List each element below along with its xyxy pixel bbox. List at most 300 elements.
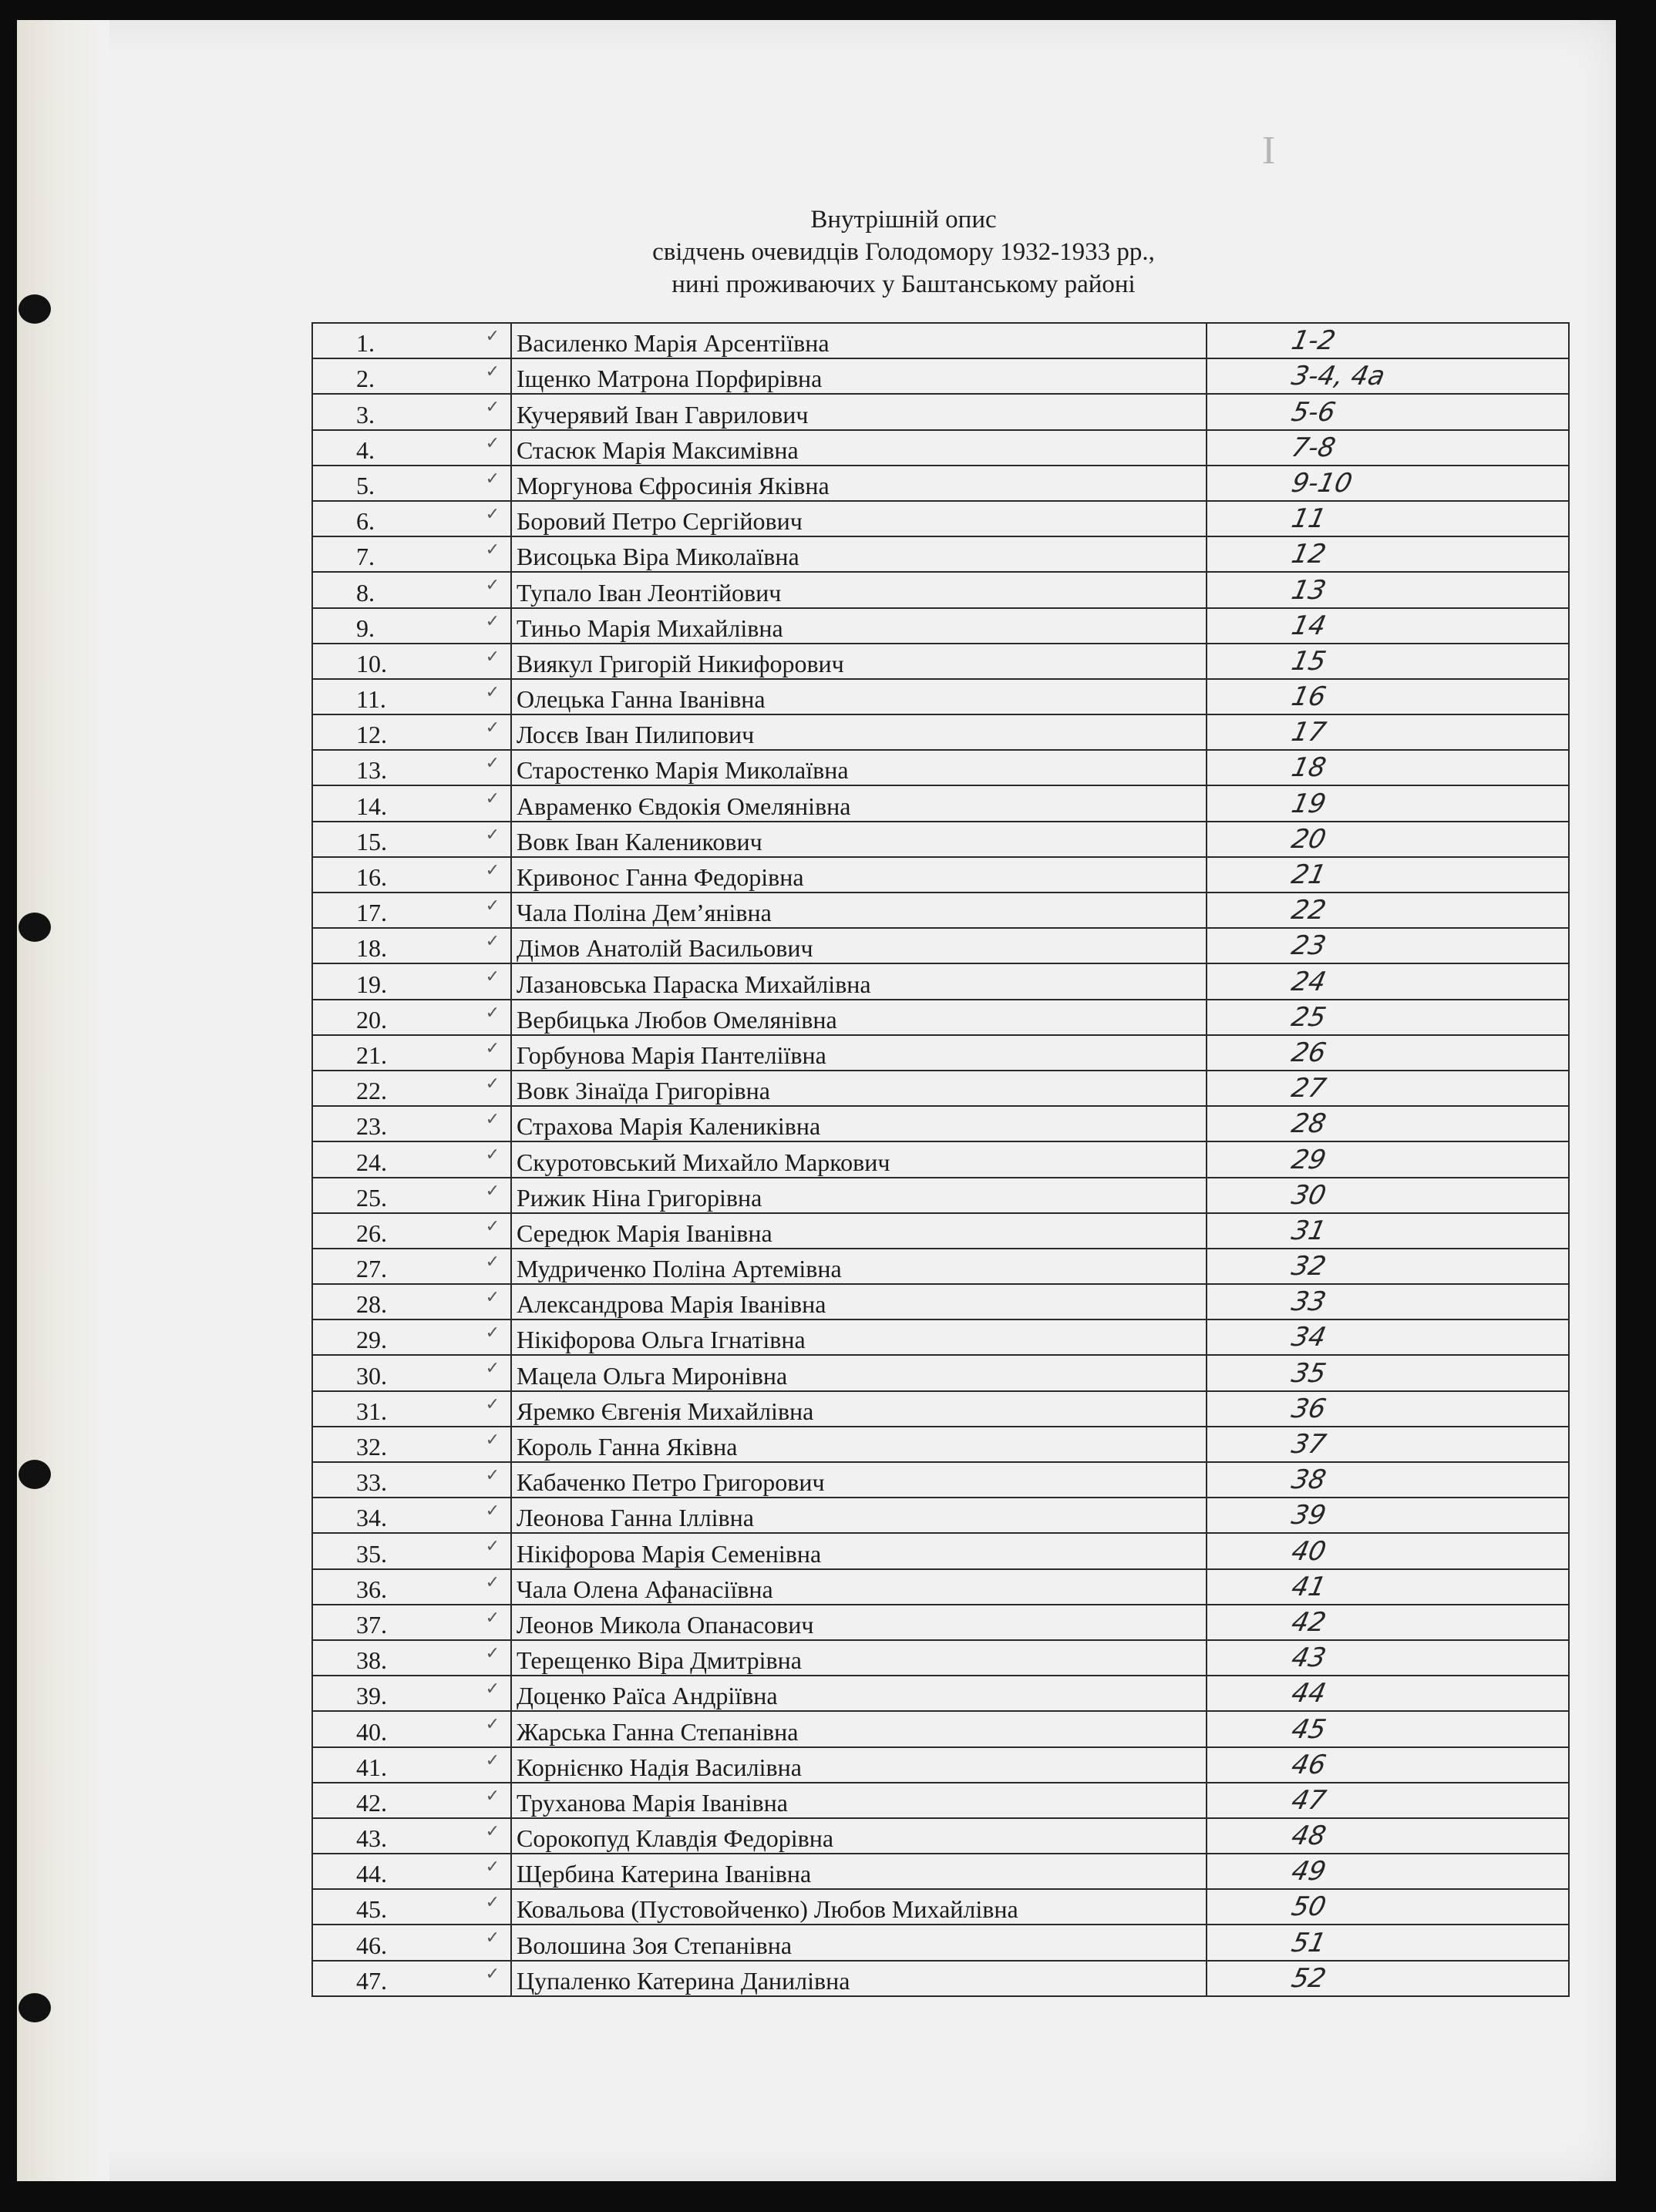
row-number [312,1462,511,1498]
handwritten-page-numbers: 14 [1288,610,1329,641]
row-number-text: 18. [356,934,387,963]
check-mark-icon: ✓ [485,1715,500,1735]
row-number-text: 35. [356,1539,387,1568]
table-row [312,785,1569,821]
page-numbers-cell [1207,572,1569,607]
table-row [312,1213,1569,1249]
check-mark-icon: ✓ [485,718,500,738]
handwritten-page-numbers: 34 [1288,1322,1329,1353]
row-number-text: 34. [356,1504,387,1532]
witness-name: Леонов Микола Опанасович [511,1605,1207,1640]
table-row [312,358,1569,394]
table-row [312,644,1569,679]
row-number-text: 29. [356,1326,387,1354]
row-number-text: 20. [356,1005,387,1034]
table-row [312,323,1569,358]
table-row [312,1961,1569,1996]
page-numbers-cell [1207,1035,1569,1071]
witness-name: Горбунова Марія Пантеліївна [511,1035,1207,1071]
witness-name: Волошина Зоя Степанівна [511,1925,1207,1960]
handwritten-page-numbers: 3-4, 4а [1288,361,1388,392]
row-number-text: 5. [356,471,375,499]
handwritten-page-numbers: 15 [1288,645,1329,677]
table-row [312,1533,1569,1568]
page-numbers-cell [1207,1000,1569,1035]
check-mark-icon: ✓ [485,1893,500,1913]
check-mark-icon: ✓ [485,1181,500,1201]
witness-name: Рижик Ніна Григорівна [511,1178,1207,1213]
row-number-text: 46. [356,1931,387,1959]
row-number [312,1818,511,1854]
page-numbers-cell [1207,1462,1569,1498]
table-row [312,1747,1569,1783]
handwritten-page-numbers: 28 [1288,1108,1329,1140]
check-mark-icon: ✓ [485,860,500,880]
witness-name: Лосєв Іван Пилипович [511,714,1207,750]
row-number [312,1000,511,1035]
row-number-text: 30. [356,1361,387,1390]
page-numbers-cell [1207,466,1569,501]
row-number [312,1854,511,1889]
page-numbers-cell [1207,1818,1569,1854]
row-number [312,1961,511,1996]
check-mark-icon: ✓ [485,1786,500,1806]
check-mark-icon: ✓ [485,1821,500,1841]
handwritten-page-numbers: 37 [1288,1429,1329,1460]
witness-name: Тиньо Марія Михайлівна [511,608,1207,644]
table-row [312,1605,1569,1640]
row-number-text: 4. [356,435,375,464]
check-mark-icon: ✓ [485,1074,500,1094]
row-number-text: 22. [356,1077,387,1105]
page-numbers-cell [1207,1178,1569,1213]
check-mark-icon: ✓ [485,1359,500,1379]
check-mark-icon: ✓ [485,932,500,952]
page-numbers-cell [1207,1284,1569,1319]
witness-name: Вовк Іван Каленикович [511,822,1207,857]
table-row [312,501,1569,536]
witness-name: Висоцька Віра Миколаївна [511,536,1207,572]
row-number-text: 42. [356,1788,387,1817]
table-row [312,572,1569,607]
row-number-text: 47. [356,1966,387,1995]
header-subtitle: свідчень очевидців Голодомору 1932-1933 рр., [652,238,1155,266]
handwritten-page-numbers: 22 [1288,895,1329,926]
row-number-text: 14. [356,792,387,820]
handwritten-page-numbers: 33 [1288,1286,1329,1318]
page-numbers-cell [1207,1319,1569,1355]
check-mark-icon: ✓ [485,789,500,809]
table-row [312,1783,1569,1818]
punch-hole [19,294,51,324]
check-mark-icon: ✓ [485,433,500,453]
row-number-text: 13. [356,756,387,785]
handwritten-page-numbers: 50 [1288,1891,1329,1923]
page-numbers-cell [1207,536,1569,572]
handwritten-page-numbers: 24 [1288,966,1329,997]
table-row [312,714,1569,750]
table-row [312,608,1569,644]
check-mark-icon: ✓ [485,1501,500,1521]
witness-name: Кривонос Ганна Федорівна [511,857,1207,893]
check-mark-icon: ✓ [485,1679,500,1699]
row-number-text: 17. [356,899,387,927]
handwritten-page-numbers: 16 [1288,681,1329,713]
check-mark-icon: ✓ [485,1572,500,1592]
witness-name: Середюк Марія Іванівна [511,1213,1207,1249]
witness-name: Василенко Марія Арсентіївна [511,323,1207,358]
page-numbers-cell [1207,394,1569,429]
row-number [312,1427,511,1462]
witness-name: Вовк Зінаїда Григорівна [511,1071,1207,1106]
check-mark-icon: ✓ [485,1323,500,1343]
handwritten-page-numbers: 48 [1288,1820,1329,1852]
handwritten-page-numbers: 51 [1288,1927,1329,1958]
row-number [312,1747,511,1783]
table-row [312,1319,1569,1355]
row-number-text: 12. [356,721,387,749]
check-mark-icon: ✓ [485,1857,500,1878]
punch-hole [19,1993,51,2022]
check-mark-icon: ✓ [485,754,500,774]
witness-name: Виякул Григорій Никифорович [511,644,1207,679]
handwritten-page-numbers: 29 [1288,1144,1329,1175]
table-row [312,1355,1569,1390]
row-number-text: 24. [356,1148,387,1176]
row-number [312,572,511,607]
witness-name: Скуротовський Михайло Маркович [511,1141,1207,1177]
row-number-text: 11. [356,685,386,714]
row-number [312,1783,511,1818]
punch-hole [19,1460,51,1489]
witness-name: Мацела Ольга Миронівна [511,1355,1207,1390]
page-numbers-cell [1207,1854,1569,1889]
witness-name: Авраменко Євдокія Омелянівна [511,785,1207,821]
witness-name: Стасюк Марія Максимівна [511,430,1207,466]
witness-name: Іщенко Матрона Порфирівна [511,358,1207,394]
check-mark-icon: ✓ [485,398,500,418]
handwritten-page-numbers: 18 [1288,752,1329,784]
check-mark-icon: ✓ [485,1964,500,1984]
witness-name: Моргунова Єфросинія Яківна [511,466,1207,501]
handwritten-page-numbers: 32 [1288,1251,1329,1282]
handwritten-page-numbers: 40 [1288,1535,1329,1567]
handwritten-page-numbers: 46 [1288,1749,1329,1780]
check-mark-icon: ✓ [485,362,500,382]
row-number-text: 10. [356,649,387,677]
row-number [312,1391,511,1427]
witness-name: Ковальова (Пустовойченко) Любов Михайлівна [511,1889,1207,1925]
page-numbers-cell [1207,1071,1569,1106]
row-number [312,644,511,679]
page-mark: I [1262,129,1276,173]
row-number [312,1284,511,1319]
witness-name: Лазановська Параска Михайлівна [511,963,1207,999]
handwritten-page-numbers: 43 [1288,1642,1329,1674]
page-numbers-cell [1207,1106,1569,1141]
witness-name: Боровий Петро Сергійович [511,501,1207,536]
row-number-text: 43. [356,1824,387,1853]
handwritten-page-numbers: 27 [1288,1073,1329,1104]
header-title: Внутрішній опис [810,206,997,234]
page-numbers-cell [1207,928,1569,963]
row-number [312,1141,511,1177]
check-mark-icon: ✓ [485,967,500,987]
witness-name: Олецька Ганна Іванівна [511,679,1207,714]
row-number-text: 38. [356,1646,387,1675]
check-mark-icon: ✓ [485,1252,500,1272]
page-numbers-cell [1207,1711,1569,1746]
check-mark-icon: ✓ [485,1003,500,1023]
page-numbers-cell [1207,1783,1569,1818]
handwritten-page-numbers: 5-6 [1288,396,1338,428]
check-mark-icon: ✓ [485,1216,500,1236]
handwritten-page-numbers: 41 [1288,1571,1329,1602]
row-number [312,501,511,536]
page-numbers-cell [1207,1747,1569,1783]
witness-name: Доценко Раїса Андріївна [511,1676,1207,1711]
row-number [312,1640,511,1676]
row-number [312,857,511,893]
row-number [312,785,511,821]
row-number [312,1711,511,1746]
row-number-text: 9. [356,614,375,642]
handwritten-page-numbers: 31 [1288,1215,1329,1246]
check-mark-icon: ✓ [485,540,500,560]
row-number-text: 15. [356,827,387,856]
handwritten-page-numbers: 1-2 [1288,325,1338,357]
row-number-text: 23. [356,1112,387,1141]
page-numbers-cell [1207,608,1569,644]
row-number [312,1355,511,1390]
row-number [312,679,511,714]
witness-name: Нікіфорова Ольга Ігнатівна [511,1319,1207,1355]
row-number [312,323,511,358]
page-numbers-cell [1207,785,1569,821]
page-numbers-cell [1207,323,1569,358]
page-numbers-cell [1207,750,1569,785]
handwritten-page-numbers: 45 [1288,1713,1329,1745]
witness-name: Чала Олена Афанасіївна [511,1569,1207,1605]
table-row [312,1000,1569,1035]
witness-name: Цупаленко Катерина Данилівна [511,1961,1207,1996]
row-number-text: 37. [356,1610,387,1639]
table-row [312,1676,1569,1711]
table-row [312,1640,1569,1676]
page-numbers-cell [1207,1925,1569,1960]
row-number [312,1889,511,1925]
witness-name: Король Ганна Яківна [511,1427,1207,1462]
witness-name: Александрова Марія Іванівна [511,1284,1207,1319]
page-numbers-cell [1207,1569,1569,1605]
row-number-text: 16. [356,863,387,891]
witness-name: Жарська Ганна Степанівна [511,1711,1207,1746]
table-row [312,1071,1569,1106]
table-row [312,430,1569,466]
row-number-text: 25. [356,1183,387,1212]
row-number [312,1035,511,1071]
row-number [312,1178,511,1213]
check-mark-icon: ✓ [485,1145,500,1165]
row-number-text: 2. [356,365,375,393]
row-number [312,750,511,785]
handwritten-page-numbers: 11 [1288,503,1329,535]
handwritten-page-numbers: 36 [1288,1393,1329,1424]
handwritten-page-numbers: 17 [1288,717,1329,748]
row-number [312,1533,511,1568]
row-number [312,608,511,644]
row-number [312,822,511,857]
row-number [312,714,511,750]
witness-name: Страхова Марія Калениківна [511,1106,1207,1141]
row-number [312,1605,511,1640]
table-row [312,1462,1569,1498]
page-numbers-cell [1207,501,1569,536]
check-mark-icon: ✓ [485,682,500,702]
row-number [312,466,511,501]
page-numbers-cell [1207,1676,1569,1711]
row-number [312,1676,511,1711]
handwritten-page-numbers: 19 [1288,788,1329,819]
page-numbers-cell [1207,1213,1569,1249]
table-row [312,466,1569,501]
row-number-text: 8. [356,578,375,607]
check-mark-icon: ✓ [485,647,500,667]
header-subtitle-2: нині проживаючих у Баштанському районі [671,271,1136,298]
handwritten-page-numbers: 35 [1288,1357,1329,1389]
row-number [312,1071,511,1106]
table-row [312,394,1569,429]
page-numbers-cell [1207,1498,1569,1533]
page-numbers-cell [1207,1640,1569,1676]
witness-name: Чала Поліна Дем’янівна [511,893,1207,928]
page-numbers-cell [1207,1533,1569,1568]
table-row [312,1391,1569,1427]
page-numbers-cell [1207,893,1569,928]
check-mark-icon: ✓ [485,1038,500,1058]
row-number-text: 31. [356,1397,387,1425]
handwritten-page-numbers: 39 [1288,1500,1329,1531]
row-number [312,1569,511,1605]
inventory-table [311,322,1570,1997]
table-row [312,536,1569,572]
table-row [312,1249,1569,1284]
check-mark-icon: ✓ [485,504,500,524]
row-number-text: 41. [356,1753,387,1781]
check-mark-icon: ✓ [485,611,500,631]
page-numbers-cell [1207,358,1569,394]
page-numbers-cell [1207,963,1569,999]
handwritten-page-numbers: 52 [1288,1962,1329,1994]
check-mark-icon: ✓ [485,1110,500,1130]
table-row [312,1854,1569,1889]
row-number-text: 7. [356,543,375,571]
check-mark-icon: ✓ [485,825,500,845]
page-numbers-cell [1207,430,1569,466]
row-number [312,358,511,394]
handwritten-page-numbers: 9-10 [1288,467,1355,499]
table-row [312,1569,1569,1605]
check-mark-icon: ✓ [485,1288,500,1308]
row-number-text: 45. [356,1895,387,1924]
row-number-text: 1. [356,329,375,358]
handwritten-page-numbers: 21 [1288,859,1329,890]
row-number-text: 32. [356,1433,387,1461]
table-row [312,822,1569,857]
page-numbers-cell [1207,679,1569,714]
witness-name: Леонова Ганна Іллівна [511,1498,1207,1533]
witness-name: Труханова Марія Іванівна [511,1783,1207,1818]
page-numbers-cell [1207,1889,1569,1925]
witness-name: Щербина Катерина Іванівна [511,1854,1207,1889]
table-row [312,1889,1569,1925]
check-mark-icon: ✓ [485,576,500,596]
check-mark-icon: ✓ [485,1643,500,1663]
handwritten-page-numbers: 47 [1288,1784,1329,1816]
document-page [17,20,1616,2181]
witness-name: Нікіфорова Марія Семенівна [511,1533,1207,1568]
handwritten-page-numbers: 7-8 [1288,432,1338,463]
handwritten-page-numbers: 44 [1288,1678,1329,1709]
punch-hole [19,913,51,942]
row-number-text: 6. [356,507,375,536]
page-numbers-cell [1207,1961,1569,1996]
row-number [312,1925,511,1960]
handwritten-page-numbers: 23 [1288,930,1329,962]
handwritten-page-numbers: 12 [1288,539,1329,570]
witness-name: Дімов Анатолій Васильович [511,928,1207,963]
table-row [312,857,1569,893]
row-number-text: 19. [356,970,387,998]
witness-name: Мудриченко Поліна Артемівна [511,1249,1207,1284]
handwritten-page-numbers: 30 [1288,1179,1329,1211]
page-numbers-cell [1207,1249,1569,1284]
page-numbers-cell [1207,1427,1569,1462]
table-row [312,1035,1569,1071]
table-row [312,1106,1569,1141]
witness-name: Тупало Іван Леонтійович [511,572,1207,607]
witness-name: Сорокопуд Клавдія Федорівна [511,1818,1207,1854]
row-number-text: 3. [356,400,375,429]
page-numbers-cell [1207,714,1569,750]
row-number [312,1106,511,1141]
handwritten-page-numbers: 38 [1288,1464,1329,1496]
row-number-text: 44. [356,1860,387,1888]
table-row [312,750,1569,785]
row-number [312,536,511,572]
check-mark-icon: ✓ [485,1394,500,1414]
row-number [312,1213,511,1249]
witness-name: Кабаченко Петро Григорович [511,1462,1207,1498]
handwritten-page-numbers: 42 [1288,1606,1329,1638]
row-number [312,394,511,429]
row-number-text: 28. [356,1290,387,1319]
row-number-text: 33. [356,1468,387,1497]
row-number [312,963,511,999]
table-row [312,893,1569,928]
witness-name: Старостенко Марія Миколаївна [511,750,1207,785]
row-number-text: 40. [356,1717,387,1746]
page-binding-edge [17,20,109,2181]
table-row [312,1925,1569,1960]
row-number-text: 26. [356,1219,387,1247]
table-row [312,1141,1569,1177]
page-numbers-cell [1207,644,1569,679]
check-mark-icon: ✓ [485,1928,500,1948]
check-mark-icon: ✓ [485,896,500,916]
page-numbers-cell [1207,1141,1569,1177]
row-number-text: 21. [356,1040,387,1069]
